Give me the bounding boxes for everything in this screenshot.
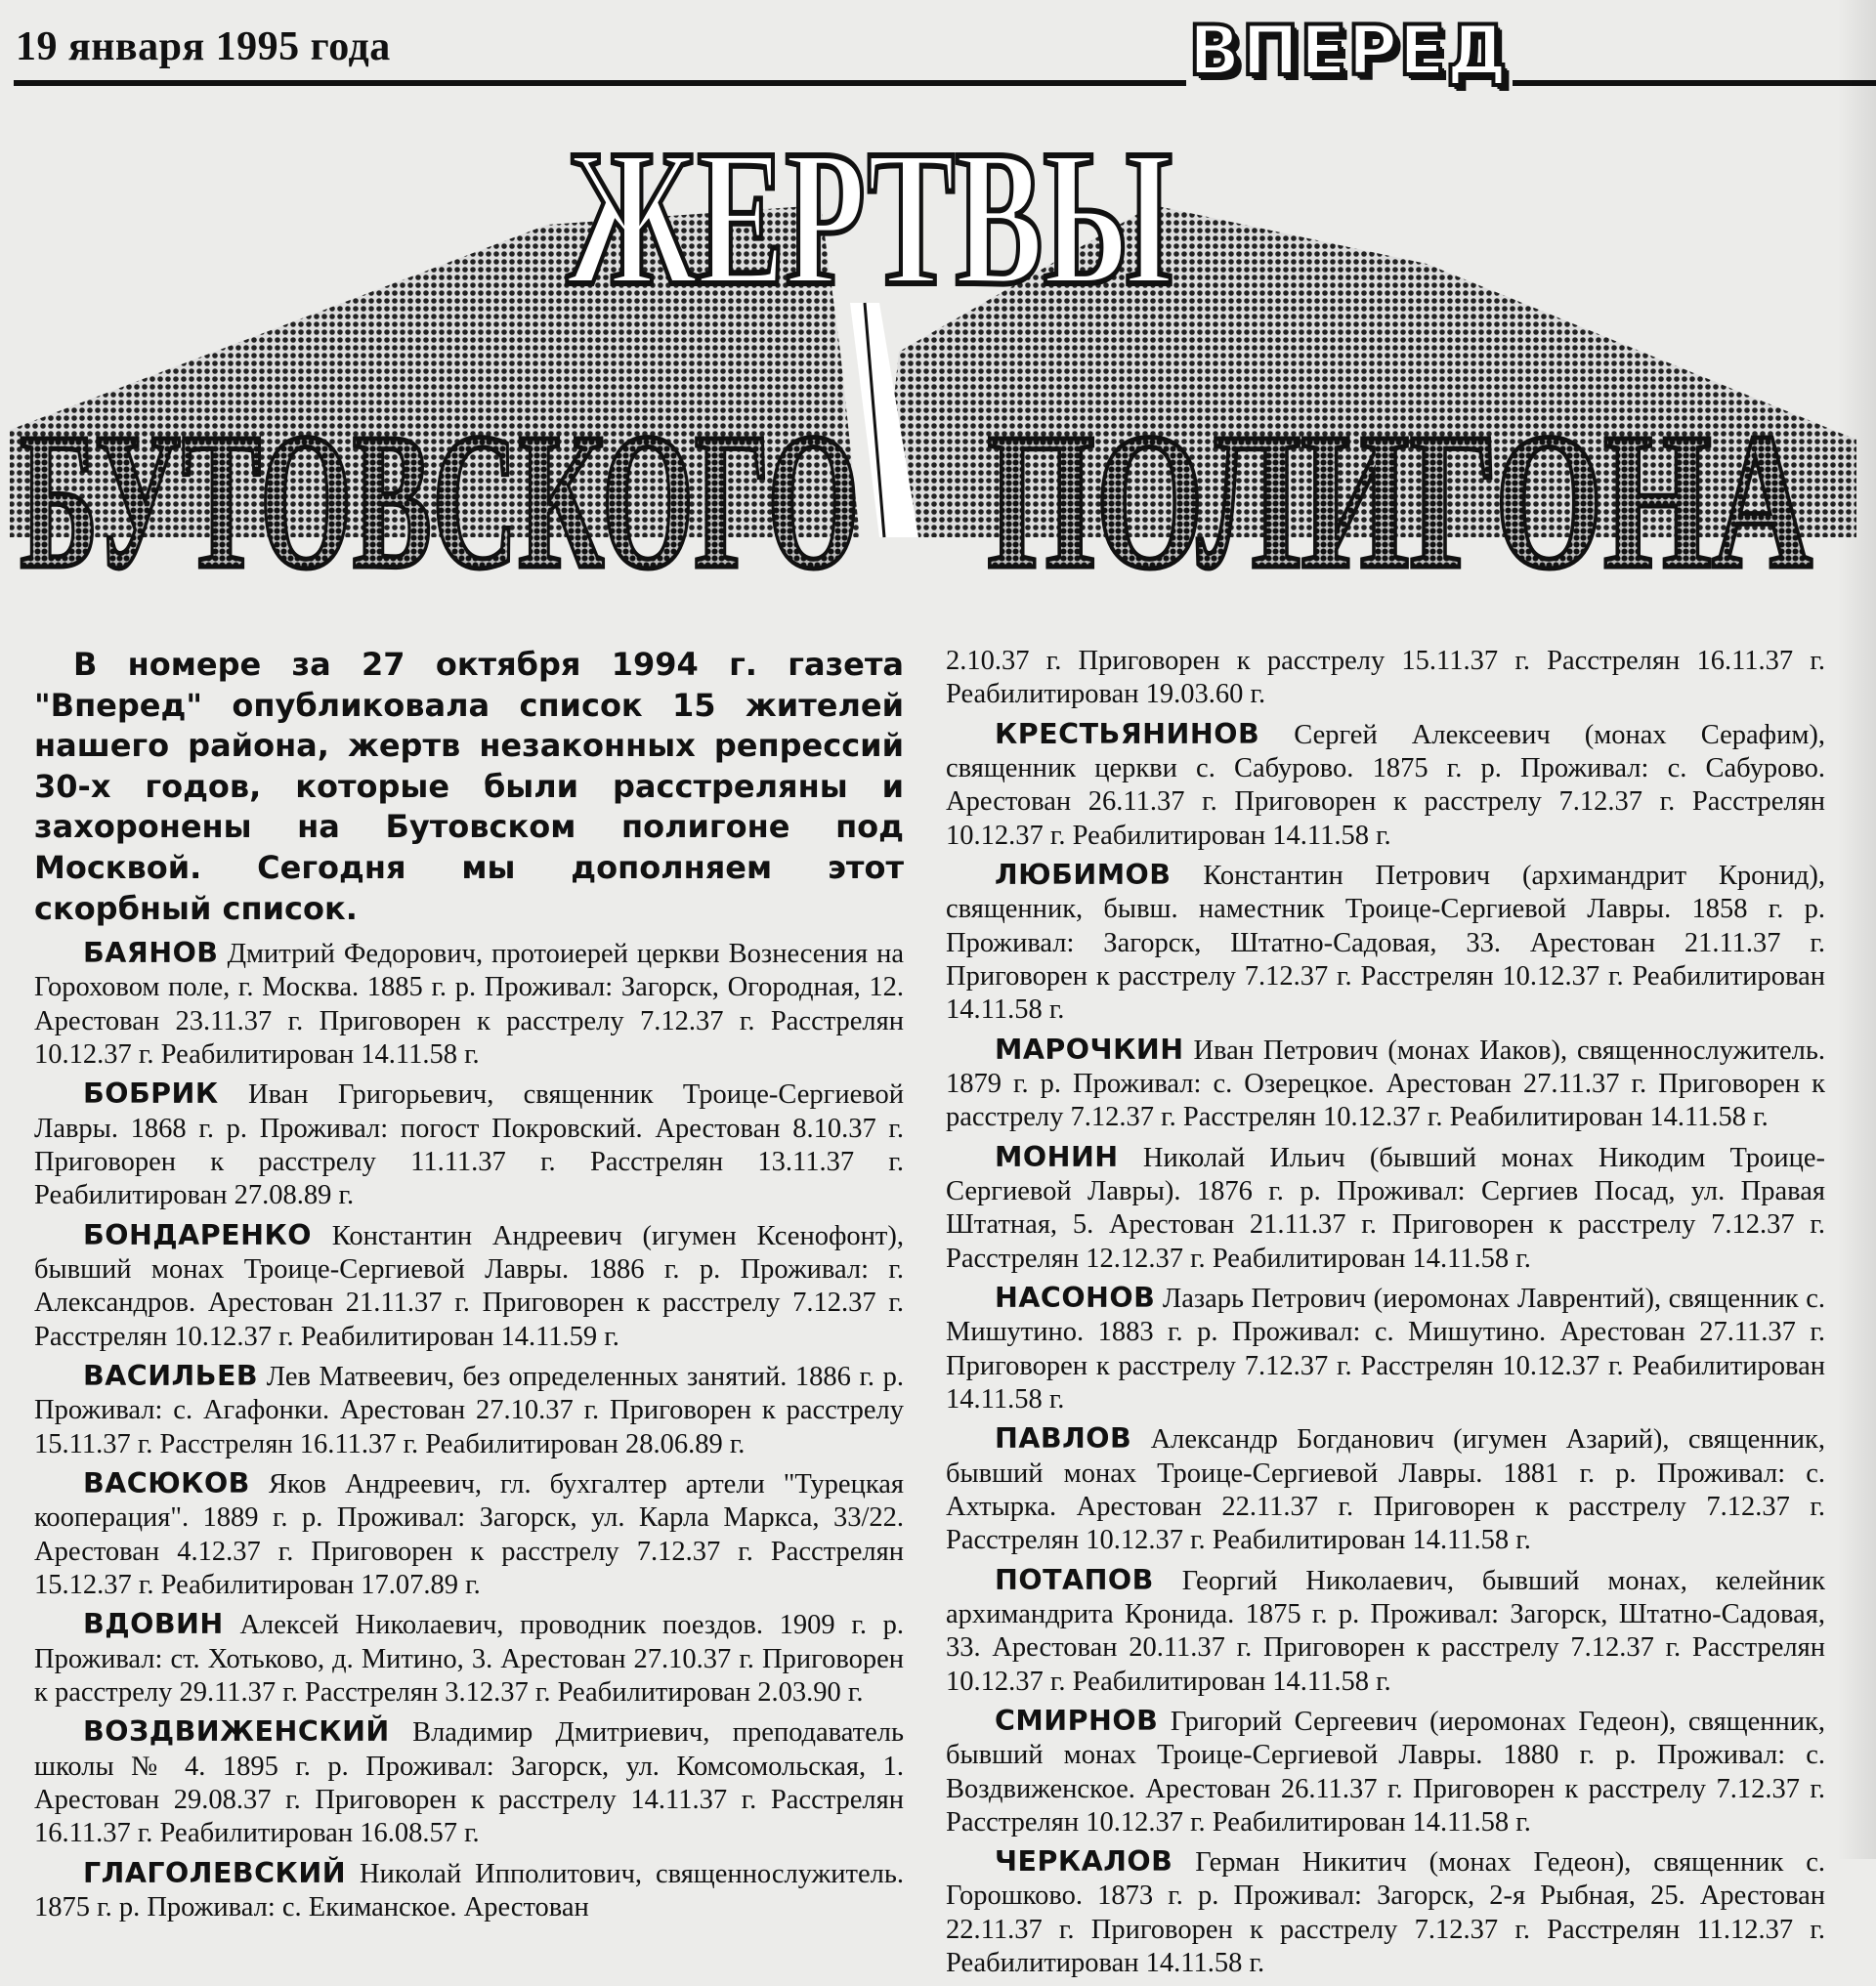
- victim-surname: ВАСИЛЬЕВ: [83, 1360, 259, 1393]
- victim-details: Григорий Сергеевич (иеромонах Гедеон), священник, бывший монах Троице-Сергиевой Лавры. 1880 г. р. Проживал: с. Воздвиженское. Арестован 26.11.37 г. Приговорен к расстрелу 7.12.37 г. Расстрелян 10.12.37 г. Реабилитирован 14.11.58 г.: [946, 1706, 1825, 1838]
- victim-details: Николай Ильич (бывший монах Никодим Троице-Сергиевой Лавры). 1876 г. р. Проживал: Сергиев Посад, ул. Правая Штатная, 5. Арестован 21.11.37 г. Приговорен к расстрелу 7.12.37 г. Расстрелян 12.12.37 г. Реабилитирован 14.11.58 г.: [946, 1142, 1825, 1274]
- victim-entry: [34, 1608, 904, 1710]
- victim-entry: [34, 1467, 904, 1602]
- victim-details: Лев Матвеевич, без определенных занятий. 1886 г. р. Проживал: с. Агафонки. Арестован 27.10.37 г. Приговорен к расстрелу 15.11.37 г. Расстрелян 16.11.37 г. Реабилитирован 28.06.89 г.: [34, 1362, 904, 1459]
- victim-details: Николай Ипполитович, священнослужитель. 1875 г. р. Проживал: с. Екиманское. Арестован: [34, 1858, 904, 1923]
- victim-surname: БОБРИК: [83, 1078, 219, 1111]
- victim-details: Константин Петрович (архимандрит Кронид), священник, бывш. наместник Троице-Сергиевой Лавры. 1858 г. р. Проживал: Загорск, Штатно-Садовая, 33. Арестован 21.11.37 г. Приговорен к расстрелу 7.12.37 г. Расстрелян 10.12.37 г. Реабилитирован 14.11.58 г.: [946, 860, 1825, 1026]
- right-column: [946, 645, 1825, 1986]
- victim-surname: МОНИН: [995, 1140, 1119, 1173]
- victim-details: Герман Никитич (монах Гедеон), священник с. Горошково. 1873 г. р. Проживал: Загорск, 2-я Рыбная, 25. Арестован 22.11.37 г. Приговорен к расстрелу 7.12.37 г. Расстрелян 11.12.37 г. Реабилитирован 14.11.58 г.: [946, 1847, 1825, 1979]
- victim-entry: [946, 1282, 1825, 1416]
- victim-details: Александр Богданович (игумен Азарий), священник, бывший монах Троице-Сергиевой Лавры. 1881 г. р. Проживал: с. Ахтырка. Арестован 22.11.37 г. Приговорен к расстрелу 7.12.37 г. Расстрелян 10.12.37 г. Реабилитирован 14.11.58 г.: [946, 1424, 1825, 1556]
- victim-entry: [946, 1845, 1825, 1980]
- issue-date: 19 января 1995 года: [16, 24, 391, 69]
- victim-surname: ЧЕРКАЛОВ: [995, 1845, 1173, 1879]
- victim-surname: СМИРНОВ: [995, 1704, 1159, 1737]
- continued-entry: 2.10.37 г. Приговорен к расстрелу 15.11.37 г. Расстрелян 16.11.37 г. Реабилитирован 19.03.60 г.: [946, 646, 1825, 710]
- victim-details: Владимир Дмитриевич, преподаватель школы № 4. 1895 г. р. Проживал: Загорск, ул. Комсомольская, 1. Арестован 29.08.37 г. Приговорен к расстрелу 14.11.37 г. Расстрелян 16.11.37 г. Реабилитирован 16.08.57 г.: [34, 1717, 904, 1849]
- victim-surname: ЛЮБИМОВ: [995, 858, 1172, 891]
- victim-details: Георгий Николаевич, бывший монах, келейник архимандрита Кронида. 1875 г. р. Проживал: Загорск, Штатно-Садовая, 33. Арестован 20.11.37 г. Приговорен к расстрелу 7.12.37 г. Расстрелян 10.12.37 г. Реабилитирован 14.11.58 г.: [946, 1565, 1825, 1697]
- victim-details: Яков Андреевич, гл. бухгалтер артели "Турецкая кооперация". 1889 г. р. Проживал: Загорск, ул. Карла Маркса, 33/22. Арестован 4.12.37 г. Приговорен к расстрелу 7.12.37 г. Расстрелян 15.12.37 г. Реабилитирован 17.07.89 г.: [34, 1469, 904, 1601]
- victim-entry: [34, 1715, 904, 1850]
- victim-surname: БОНДАРЕНКО: [83, 1218, 312, 1251]
- victim-entry: [34, 1078, 904, 1212]
- victim-entry: [34, 1360, 904, 1461]
- victim-entry: [946, 1705, 1825, 1839]
- victim-entry: [946, 1564, 1825, 1699]
- victim-surname: ПОТАПОВ: [995, 1563, 1154, 1596]
- left-entries: [34, 937, 904, 1924]
- victim-details: Лазарь Петрович (иеромонах Лаврентий), священник с. Мишутино. 1883 г. р. Проживал: с. Мишутино. Арестован 27.11.37 г. Приговорен к расстрелу 7.12.37 г. Расстрелян 10.12.37 г. Реабилитирован 14.11.58 г.: [946, 1283, 1825, 1415]
- newspaper-masthead: ВПЕРЕД: [1188, 11, 1509, 91]
- header-rule-right: [1513, 80, 1876, 86]
- headline-line-2a: БУТОВСКОГО: [20, 394, 861, 610]
- victim-entry: [34, 1857, 904, 1925]
- victim-entry: [34, 937, 904, 1072]
- lead-paragraph: В номере за 27 октября 1994 г. газета "Вперед" опубликовала список 15 жителей нашего района, жертв незаконных репрессий 30-х годов, которые были расстреляны и захоронены на Бутовском полигоне под Москвой. Сегодня мы дополняем этот скорбный список.: [34, 646, 904, 927]
- victim-surname: БАЯНОВ: [83, 937, 219, 970]
- victim-surname: НАСОНОВ: [995, 1281, 1156, 1314]
- victim-entry: [946, 1422, 1825, 1557]
- victim-entry: [946, 859, 1825, 1028]
- victim-surname: ВДОВИН: [83, 1608, 224, 1641]
- victim-details: Иван Григорьевич, священник Троице-Сергиевой Лавры. 1868 г. р. Проживал: погост Покровский. Арестован 8.10.37 г. Приговорен к расстрелу 11.11.37 г. Расстрелян 13.11.37 г. Реабилитирован 27.08.89 г.: [34, 1079, 904, 1211]
- victim-entry: [946, 1141, 1825, 1276]
- victim-surname: КРЕСТЬЯНИНОВ: [995, 717, 1260, 750]
- victim-surname: ГЛАГОЛЕВСКИЙ: [83, 1856, 347, 1889]
- headline-line-2b: ПОЛИГОНА: [987, 394, 1812, 610]
- victim-surname: ВОЗДВИЖЕНСКИЙ: [83, 1715, 390, 1749]
- victim-surname: ВАСЮКОВ: [83, 1467, 250, 1500]
- scan-edge-shadow: [1837, 0, 1876, 1859]
- headline-banner: [0, 110, 1876, 625]
- right-entries: [946, 718, 1825, 1981]
- header-rule-left: [14, 80, 1186, 86]
- victim-entry: [946, 718, 1825, 853]
- victim-details: Дмитрий Федорович, протоиерей церкви Вознесения на Гороховом поле, г. Москва. 1885 г. р. Проживал: Загорск, Огородная, 12. Арестован 23.11.37 г. Приговорен к расстрелу 7.12.37 г. Расстрелян 10.12.37 г. Реабилитирован 14.11.58 г.: [34, 939, 904, 1071]
- headline-line-1: ЖЕРТВЫ: [567, 110, 1172, 326]
- victim-details: Сергей Алексеевич (монах Серафим), священник церкви с. Сабурово. 1875 г. р. Проживал: с. Сабурово. Арестован 26.11.37 г. Приговорен к расстрелу 7.12.37 г. Расстрелян 10.12.37 г. Реабилитирован 14.11.58 г.: [946, 719, 1825, 851]
- victim-entry: [34, 1219, 904, 1354]
- victim-surname: ПАВЛОВ: [995, 1422, 1132, 1456]
- headline-graphic: [0, 110, 1876, 625]
- left-column: [34, 645, 904, 1930]
- victim-details: Иван Петрович (монах Иаков), священнослужитель. 1879 г. р. Проживал: с. Озерецкое. Арестован 27.11.37 г. Приговорен к расстрелу 7.12.37 г. Расстрелян 10.12.37 г. Реабилитирован 14.11.58 г.: [946, 1035, 1825, 1133]
- victim-details: Алексей Николаевич, проводник поездов. 1909 г. р. Проживал: ст. Хотьково, д. Митино, 3. Арестован 27.10.37 г. Приговорен к расстрелу 29.11.37 г. Расстрелян 3.12.37 г. Реабилитирован 2.03.90 г.: [34, 1610, 904, 1709]
- victim-details: Константин Андреевич (игумен Ксенофонт), бывший монах Троице-Сергиевой Лавры. 1886 г. р. Проживал: г. Александров. Арестован 21.11.37 г. Приговорен к расстрелу 7.12.37 г. Расстрелян 10.12.37 г. Реабилитирован 14.11.59 г.: [34, 1220, 904, 1352]
- victim-surname: МАРОЧКИН: [995, 1033, 1184, 1066]
- victim-entry: [946, 1034, 1825, 1135]
